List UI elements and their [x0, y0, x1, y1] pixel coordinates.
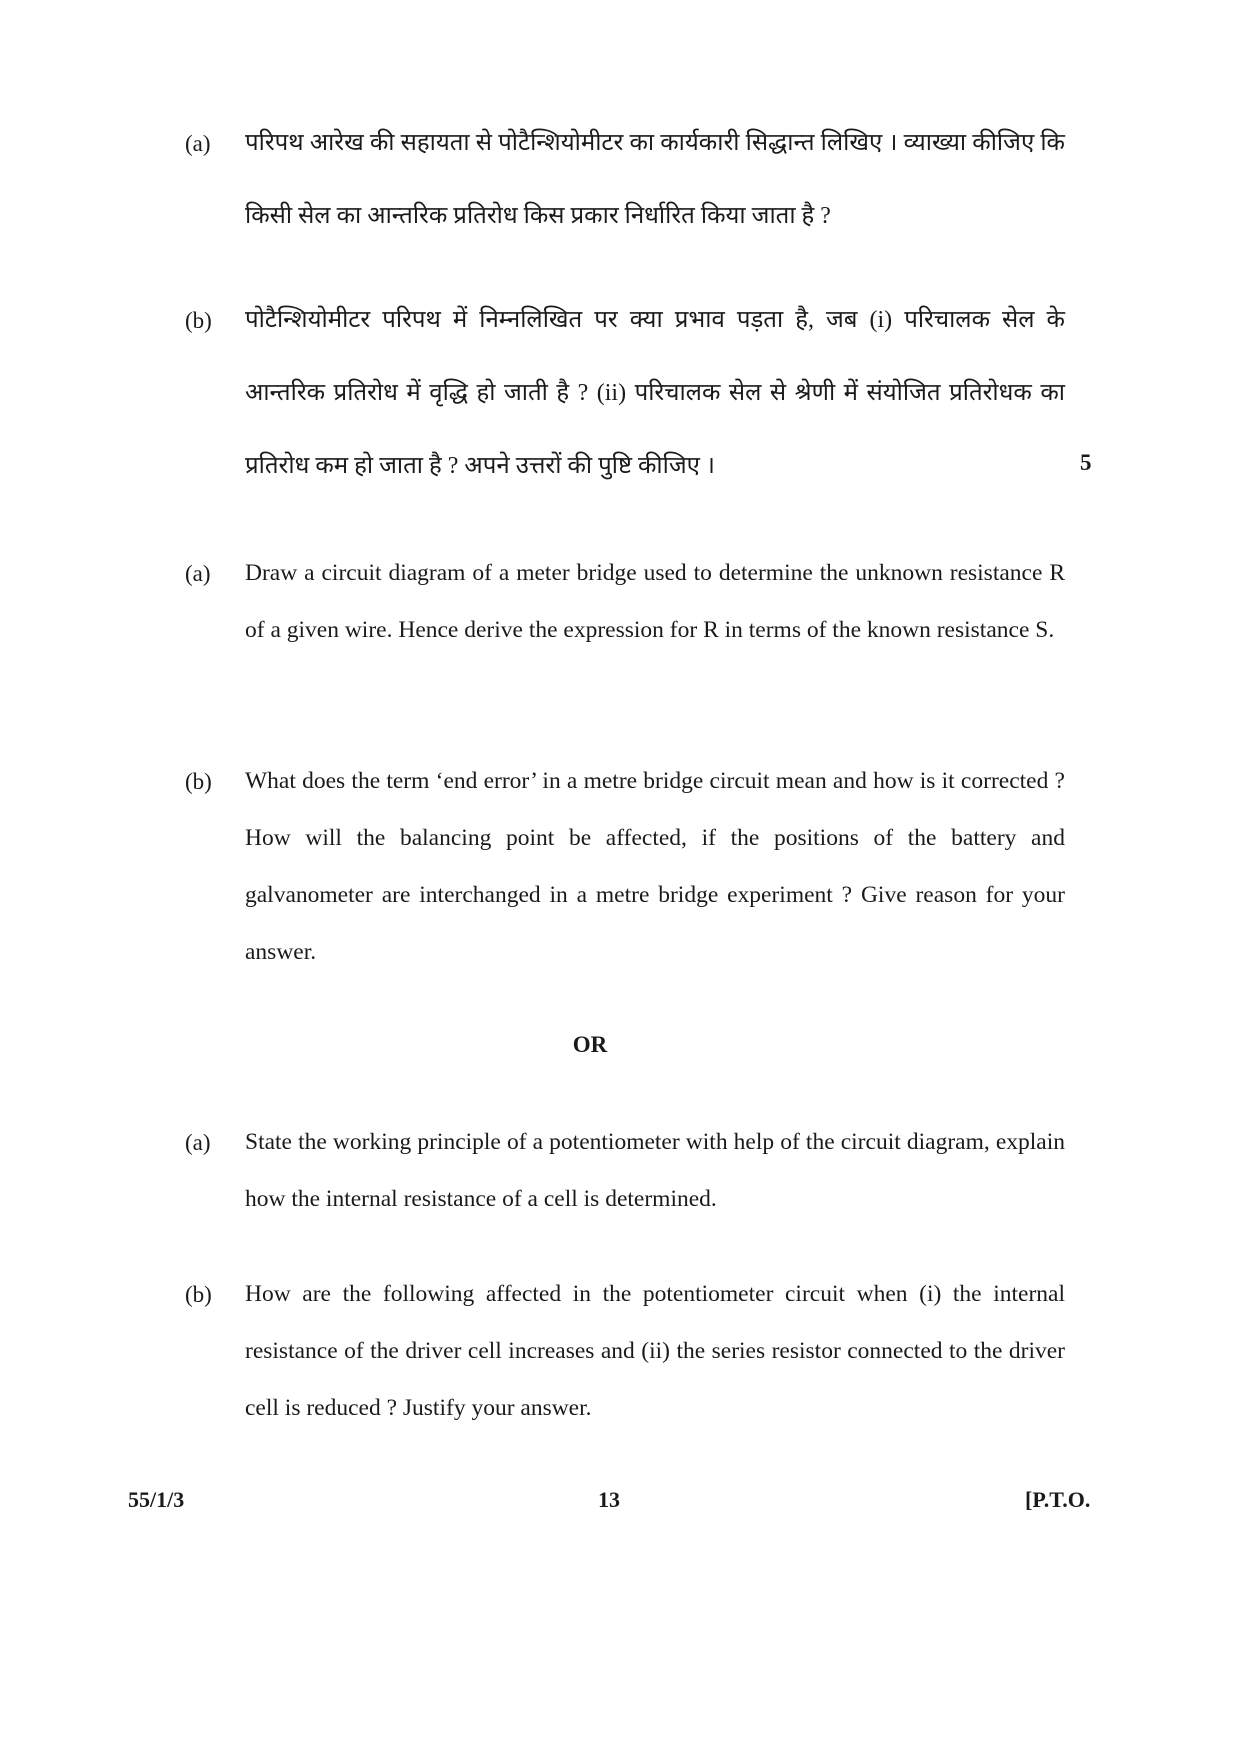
question-label: (b)	[185, 769, 212, 794]
question-hindi-b	[185, 284, 1065, 503]
question-label: (a)	[185, 1130, 211, 1155]
question-english-b	[185, 753, 1065, 981]
question-text: पोटैन्शियोमीटर परिपथ में निम्नलिखित पर क्या प्रभाव पड़ता है, जब (i) परिचालक सेल के आन्तरिक प्रतिरोध में वृद्धि हो जाती है ? (ii) परिचालक सेल से श्रेणी में संयोजित प्रतिरोधक का प्रतिरोध कम हो जाता है ? अपने उत्तरों की पुष्टि कीजिए ।	[245, 307, 1065, 479]
question-english-a	[185, 545, 1065, 659]
question-label: (a)	[185, 131, 211, 156]
question-hindi-a	[185, 107, 1065, 253]
paper-code: 55/1/3	[128, 1487, 185, 1512]
marks-value: 5	[1080, 450, 1092, 475]
question-label: (b)	[185, 308, 212, 333]
or-separator: OR	[572, 1032, 608, 1057]
question-text: How are the following affected in the potentiometer circuit when (i) the internal resistance of the driver cell increases and (ii) the series resistor connected to the driver cell is reduced ? Justify your answer.	[245, 1281, 1065, 1421]
question-text: State the working principle of a potentiometer with help of the circuit diagram, explain how the internal resistance of a cell is determined.	[245, 1129, 1065, 1212]
question-text: What does the term ‘end error’ in a metre bridge circuit mean and how is it corrected ? How will the balancing point be affected, if the positions of the battery and galvanometer are interchanged in a metre bridge experiment ? Give reason for your answer.	[245, 768, 1065, 965]
question-label: (b)	[185, 1282, 212, 1307]
question-or-a	[185, 1114, 1065, 1228]
question-text: Draw a circuit diagram of a meter bridge used to determine the unknown resistance R of a given wire. Hence derive the expression for R in terms of the known resistance S.	[245, 560, 1065, 643]
page-number: 13	[598, 1487, 620, 1512]
question-or-b	[185, 1266, 1065, 1437]
question-label: (a)	[185, 561, 211, 586]
please-turn-over: [P.T.O.	[1025, 1487, 1091, 1512]
question-text: परिपथ आरेख की सहायता से पोटैन्शियोमीटर का कार्यकारी सिद्धान्त लिखिए । व्याख्या कीजिए कि किसी सेल का आन्तरिक प्रतिरोध किस प्रकार निर्धारित किया जाता है ?	[245, 130, 1065, 229]
